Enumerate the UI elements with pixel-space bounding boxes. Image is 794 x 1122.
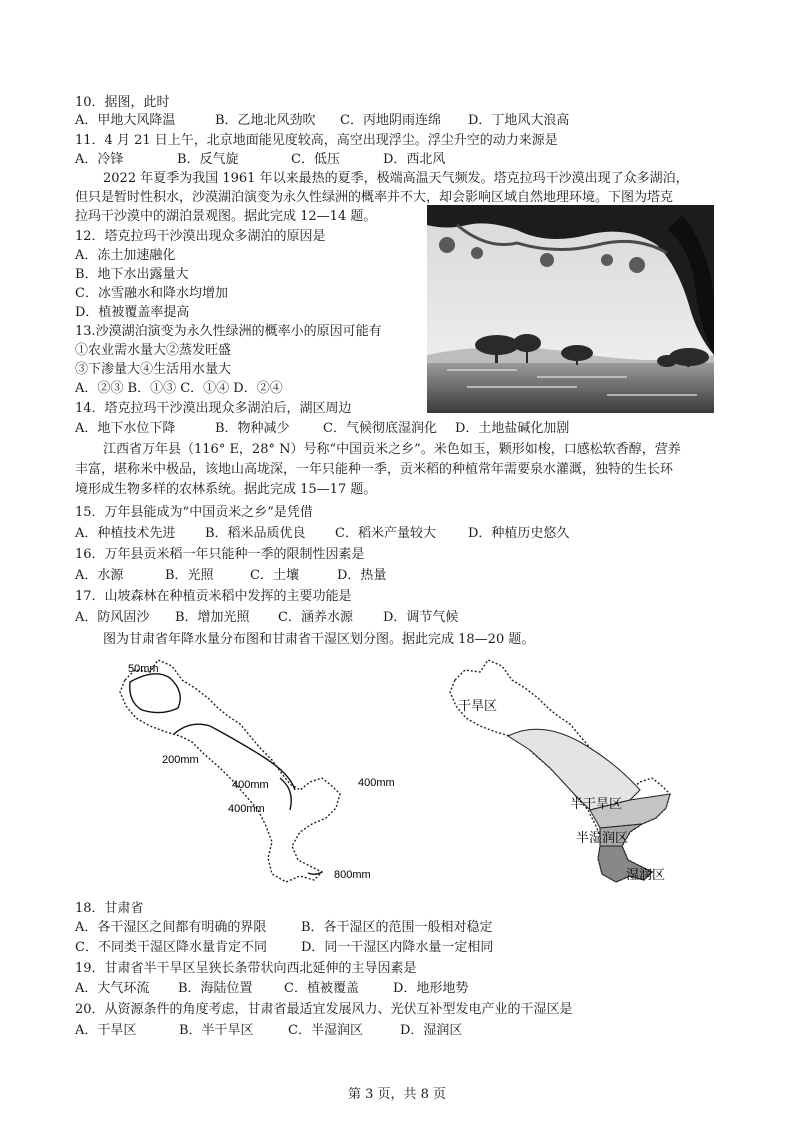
q16-option-d: D．热量	[337, 568, 387, 583]
q10-option-b: B．乙地北风劲吹	[215, 113, 316, 128]
isohyet-400mm-label-3: 400mm	[228, 803, 265, 815]
page-number: 第 3 页，共 8 页	[347, 1087, 447, 1102]
q18-option-a: A．各干湿区之间都有明确的界限	[75, 920, 267, 935]
passage1-line3: 拉玛干沙漠中的湖泊景观图。据此完成 12—14 题。	[75, 209, 377, 224]
q12-option-d: D．植被覆盖率提高	[75, 305, 190, 320]
q18-option-d: D．同一干湿区内降水量一定相同	[301, 940, 494, 955]
q17-option-c: C．涵养水源	[278, 610, 353, 625]
q15-option-c: C．稻米产量较大	[335, 526, 436, 541]
q12-option-b: B．地下水出露量大	[75, 267, 189, 282]
q19-option-c: C．植被覆盖	[284, 981, 359, 996]
isohyet-400mm-label-2: 400mm	[358, 777, 395, 789]
q15-option-a: A．种植技术先进	[75, 526, 176, 541]
lake-landscape-photo	[427, 205, 714, 413]
q11-stem: 11．4 月 21 日上午，北京地面能见度较高，高空出现浮尘。浮尘升空的动力来源是	[75, 133, 558, 148]
q18-option-c: C．不同类干湿区降水量肯定不同	[75, 940, 267, 955]
gansu-maps	[100, 650, 720, 890]
q10-option-c: C．丙地阴雨连绵	[340, 113, 441, 128]
q13-options: A．②③ B．①③ C．①④ D．②④	[75, 381, 283, 396]
q13-line2: ③下渗量大④生活用水量大	[75, 362, 232, 377]
q14-option-c: C．气候彻底湿润化	[323, 421, 437, 436]
precipitation-map	[120, 660, 395, 882]
q16-stem: 16．万年县贡米稻一年只能种一季的限制性因素是	[75, 547, 365, 562]
q19-option-b: B．海陆位置	[178, 981, 253, 996]
q14-option-d: D．土地盐碱化加剧	[455, 421, 570, 436]
passage2-line3: 境形成生物多样的农林系统。据此完成 15—17 题。	[75, 482, 377, 497]
q14-option-a: A．地下水位下降	[75, 421, 176, 436]
q15-option-d: D．种植历史悠久	[468, 526, 570, 541]
q20-option-a: A．干旱区	[75, 1023, 137, 1038]
zone-humid-label: 湿润区	[626, 868, 666, 883]
q17-stem: 17．山坡森林在种植贡米稻中发挥的主要功能是	[75, 589, 352, 604]
q19-option-a: A．大气环流	[75, 981, 150, 996]
q20-option-b: B．半干旱区	[179, 1023, 254, 1038]
q14-option-b: B．物种减少	[215, 421, 290, 436]
q11-option-d: D．西北风	[383, 152, 446, 167]
q20-option-c: C．半湿润区	[288, 1023, 363, 1038]
dry-wet-zone-map	[450, 660, 670, 883]
q17-option-d: D．调节气候	[383, 610, 459, 625]
passage1-line2: 但只是暂时性积水，沙漠湖泊演变为永久性绿洲的概率并不大，却会影响区域自然地理环境。下图为塔克	[75, 190, 674, 205]
q19-option-d: D．地形地势	[393, 981, 469, 996]
q16-option-a: A．水源	[75, 568, 124, 583]
q17-option-b: B．增加光照	[175, 610, 250, 625]
isohyet-200mm-label: 200mm	[162, 754, 199, 766]
zone-semiarid-label: 半干旱区	[570, 797, 623, 812]
q18-stem: 18．甘肃省	[75, 901, 144, 916]
q11-option-c: C．低压	[291, 152, 340, 167]
q18-option-b: B．各干湿区的范围一般相对稳定	[301, 920, 493, 935]
q14-stem: 14．塔克拉玛干沙漠出现众多湖泊后，湖区周边	[75, 401, 352, 416]
isohyet-400mm-label-1: 400mm	[232, 779, 269, 791]
q20-option-d: D．湿润区	[400, 1023, 463, 1038]
q15-option-b: B．稻米品质优良	[205, 526, 306, 541]
isohyet-50mm-label: 50mm	[128, 663, 159, 675]
q11-option-b: B．反气旋	[177, 152, 239, 167]
q20-stem: 20．从资源条件的角度考虑，甘肃省最适宜发展风力、光伏互补型发电产业的干湿区是	[75, 1002, 573, 1017]
q10-option-d: D．丁地风大浪高	[468, 113, 570, 128]
passage3: 图为甘肃省年降水量分布图和甘肃省干湿区划分图。据此完成 18—20 题。	[103, 632, 535, 647]
q11-option-a: A．冷锋	[75, 152, 124, 167]
passage1-line1: 2022 年夏季为我国 1961 年以来最热的夏季，极端高温天气频发。塔克拉玛干沙漠出现了众多湖泊，	[103, 171, 689, 186]
q13-stem: 13.沙漠湖泊演变为永久性绿洲的概率小的原因可能有	[75, 324, 382, 339]
q12-stem: 12．塔克拉玛干沙漠出现众多湖泊的原因是	[75, 229, 326, 244]
q17-option-a: A．防风固沙	[75, 610, 150, 625]
q13-line1: ①农业需水量大②蒸发旺盛	[75, 343, 232, 358]
passage2-line1: 江西省万年县（116° E，28° N）号称“中国贡米之乡”。米色如玉，颗形如梭，口感松软香醇，营养	[103, 442, 681, 457]
q10-stem: 10．据图，此时	[75, 95, 170, 110]
q16-option-c: C．土壤	[250, 568, 299, 583]
q15-stem: 15．万年县能成为“中国贡米之乡”是凭借	[75, 505, 313, 520]
q12-option-a: A．冻土加速融化	[75, 248, 176, 263]
q10-option-a: A．甲地大风降温	[75, 113, 176, 128]
q12-option-c: C．冰雪融水和降水均增加	[75, 286, 228, 301]
isohyet-800mm-label: 800mm	[334, 869, 371, 881]
q16-option-b: B．光照	[165, 568, 214, 583]
zone-arid-label: 干旱区	[458, 699, 498, 714]
zone-semihumid-label: 半湿润区	[576, 831, 629, 846]
q19-stem: 19．甘肃省半干旱区呈狭长条带状向西北延伸的主导因素是	[75, 961, 417, 976]
passage2-line2: 丰富，堪称米中极品，该地山高垅深，一年只能种一季，贡米稻的种植常年需要泉水灌溉，独特的生长环	[75, 462, 674, 477]
